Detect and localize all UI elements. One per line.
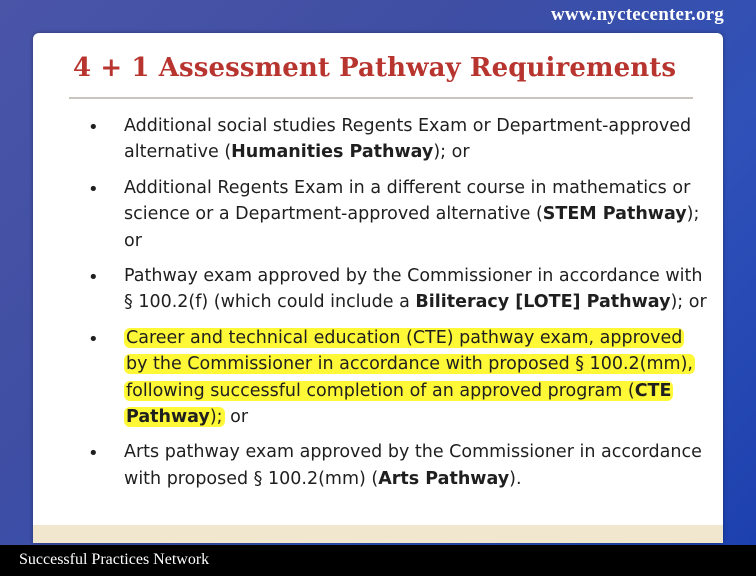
site-url: www.nyctecenter.org xyxy=(551,4,724,25)
requirements-list xyxy=(33,113,723,501)
bullet-icon: • xyxy=(88,178,99,200)
bullet-text-after: or xyxy=(224,407,249,428)
bullet-text-pre: Pathway exam approved by the Commissioner in accordance with § 100.2(f) (which could include a xyxy=(124,266,703,313)
pathway-name-stem: STEM Pathway xyxy=(542,204,687,225)
bullet-icon: • xyxy=(88,328,99,350)
bullet-icon: • xyxy=(88,267,99,289)
bullet-text-post: ); xyxy=(209,407,223,428)
title-divider xyxy=(69,97,693,99)
list-item-cte xyxy=(33,325,723,431)
bullet-text xyxy=(124,175,709,254)
highlighted-text xyxy=(124,328,695,427)
pathway-name-cte: CTE Pathway xyxy=(126,380,672,428)
bullet-text-pre: Arts pathway exam approved by the Commissioner in accordance with proposed § 100.2(mm) ( xyxy=(124,442,702,489)
list-item-stem xyxy=(33,175,723,254)
pathway-name-biliteracy: Biliteracy [LOTE] Pathway xyxy=(415,292,671,313)
bullet-text-post: ); or xyxy=(670,292,707,313)
footer-label: Successful Practices Network xyxy=(19,551,210,568)
bullet-text-post: ); or xyxy=(433,142,470,163)
bullet-text-post: ). xyxy=(509,468,522,489)
slide-title: 4 + 1 Assessment Pathway Requirements xyxy=(73,53,677,83)
bullet-icon: • xyxy=(88,117,99,138)
list-item-humanities xyxy=(33,113,723,166)
bullet-icon: • xyxy=(88,443,99,465)
slide-panel xyxy=(33,33,723,543)
bullet-text xyxy=(124,263,709,316)
slide-bottom-strip xyxy=(33,525,723,543)
bullet-text xyxy=(124,113,709,166)
pathway-name-humanities: Humanities Pathway xyxy=(231,142,434,163)
pathway-name-arts: Arts Pathway xyxy=(378,468,510,489)
list-item-biliteracy xyxy=(33,263,723,316)
list-item-arts xyxy=(33,439,723,492)
bullet-text-pre: Additional Regents Exam in a different course in mathematics or science or a Department-approved alternative ( xyxy=(124,177,691,225)
bullet-text-post: ); or xyxy=(124,204,700,251)
bullet-text xyxy=(124,325,709,431)
bullet-text-pre: Career and technical education (CTE) pathway exam, approved by the Commissioner in accordance with proposed § 100.2(mm), following successful completion of an approved program ( xyxy=(126,327,693,401)
footer-bar xyxy=(0,545,756,576)
bullet-text xyxy=(124,439,709,492)
bullet-text-pre: Additional social studies Regents Exam or Department-approved alternative ( xyxy=(124,116,692,163)
